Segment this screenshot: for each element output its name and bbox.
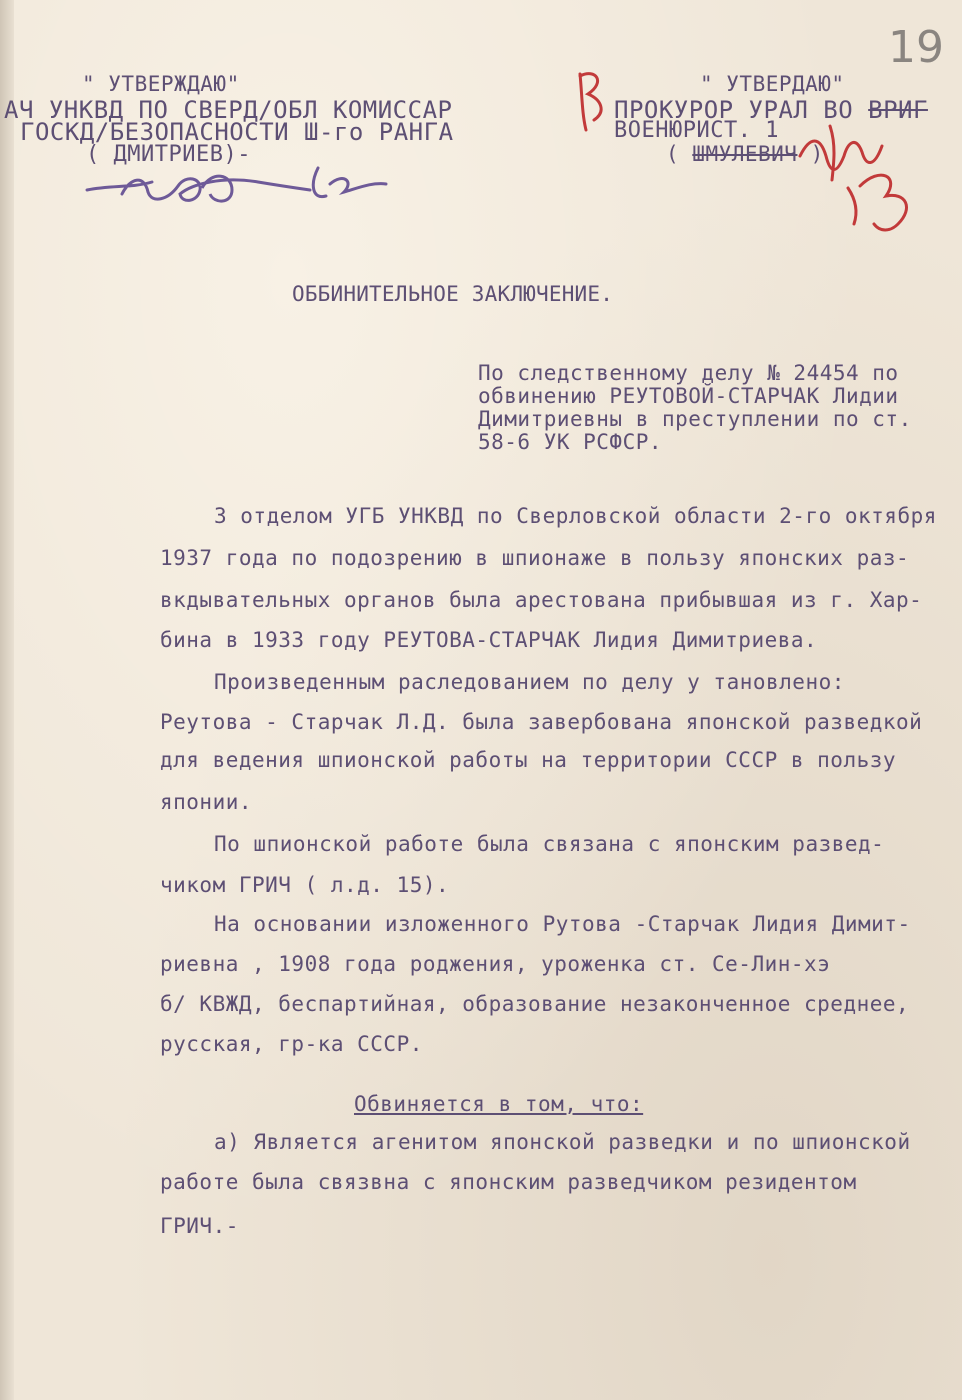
body-line14: русская, гр-ка СССР. [160,1032,423,1056]
left-signature [82,160,402,220]
body-line11: На основании изложенного Рутова -Старчак Лидия Димит- [214,912,911,936]
accusation-heading: Обвиняется в том, что: [354,1092,644,1116]
approve-right-line1-struck: ВРИГ [868,96,928,124]
approve-right-line1-main: ПРОКУРОР УРАЛ ВО [614,96,869,124]
approve-right-heading: " УТВЕРДАЮ" [700,72,845,96]
body-line1: 3 отделом УГБ УНКВД по Сверловской области 2-го октября [214,504,937,528]
accusation-line1: а) Является агенитом японской разведки и по шпионской [214,1130,911,1154]
accusation-line3: ГРИЧ.- [160,1214,239,1238]
body-line10: чиком ГРИЧ ( л.д. 15). [160,873,450,897]
body-line13: б/ КВЖД, беспартийная, образование незаконченное среднее, [160,992,910,1016]
case-ref-line4: 58-6 УК РСФСР. [478,430,663,454]
approve-right-line3-struck: ШМУЛЕВИЧ [692,142,798,166]
body-line4: бина в 1933 году РЕУТОВА-СТАРЧАК Лидия Димитриева. [160,628,818,652]
approve-right-line3-open: ( [666,142,693,166]
approve-right-line3-close: ) [797,142,824,166]
body-line5: Произведенным раследованием по делу у тановлено: [214,670,845,694]
approve-left-line2: ГОСКД/БЕЗОПАСНОСТИ Ш-го РАНГА [20,118,454,146]
accusation-line2: работе была связвна с японским разведчиком резидентом [160,1170,857,1194]
body-line12: риевна , 1908 года роджения, уроженка ст. Се-Лин-хэ [160,952,831,976]
red-pencil-mark-left [572,64,622,134]
approve-right-line2: ВОЕНЮРИСТ. 1 [614,118,779,143]
body-line6: Реутова - Старчак Л.Д. была завербована японской разведкой [160,710,923,734]
body-line2: 1937 года по подозрению в шпионаже в пользу японских раз- [160,546,910,570]
case-ref-line3: Димитриевны в преступлении по ст. [478,407,912,431]
page-number: 19 [888,22,944,73]
case-ref-line1: По следственному делу № 24454 по [478,361,899,385]
body-line7: для ведения шпионской работы на территории СССР в пользу [160,748,897,772]
document-title: ОББИНИТЕЛЬНОЕ ЗАКЛЮЧЕНИЕ. [292,282,614,306]
approve-left-line1: АЧ УНКВД ПО СВЕРД/ОБЛ КОМИССАР [4,96,453,124]
paper-edge [0,0,14,1400]
body-line9: По шпионской работе была связана с японским развед- [214,832,885,856]
case-ref-line2: обвинению РЕУТОВОЙ-СТАРЧАК Лидии [478,384,899,408]
body-line3: вкдывательных органов была арестована прибывшая из г. Хар- [160,588,923,612]
approve-left-heading: " УТВЕРЖДАЮ" [82,72,240,96]
red-pencil-signature [790,96,930,246]
body-line8: японии. [160,790,253,814]
approve-left-line3: ( ДМИТРИЕВ)- [86,142,251,167]
